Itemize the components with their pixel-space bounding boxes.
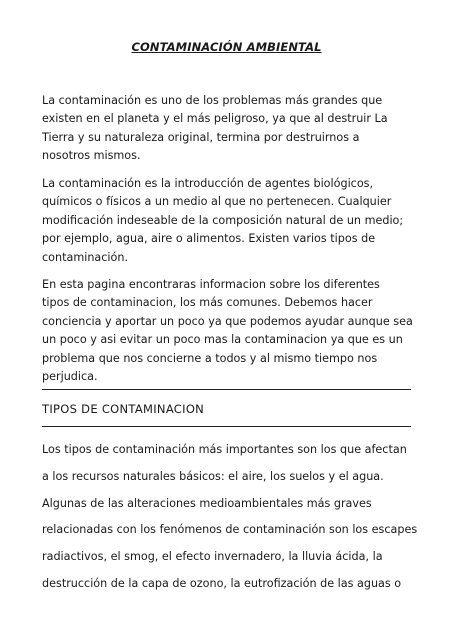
paragraph-line: conciencia y aportar un poco ya que podemos ayudar aunque sea — [42, 314, 413, 328]
purpose-paragraph — [42, 276, 414, 386]
paragraph-line: un poco y asi evitar un poco mas la contaminacion ya que es un — [42, 333, 403, 347]
definition-paragraph — [42, 175, 414, 267]
intro-paragraph — [42, 92, 414, 166]
paragraph-line: químicos o físicos a un medio al que no pertenecen. Cualquier — [42, 195, 392, 209]
types-paragraph — [42, 437, 418, 598]
section-heading: TIPOS DE CONTAMINACION — [42, 402, 205, 416]
paragraph-line: existen en el planeta y el más peligroso, ya que al destruir La — [42, 112, 388, 126]
paragraph-line: perjudica. — [42, 370, 98, 384]
paragraph-line: Los tipos de contaminación más importantes son los que afectan — [42, 443, 407, 456]
paragraph-line: nosotros mismos. — [42, 149, 141, 163]
paragraph-line: a los recursos naturales básicos: el aire, los suelos y el agua. — [42, 469, 384, 483]
paragraph-line: La contaminación es uno de los problemas más grandes que — [42, 94, 383, 107]
paragraph-line: relacionadas con los fenómenos de contaminación son los escapes — [42, 523, 418, 537]
paragraph-line: Algunas de las alteraciones medioambientales más graves — [42, 496, 372, 510]
paragraph-line: problema que nos concierne a todos y al mismo tiempo nos — [42, 351, 378, 365]
horizontal-rule — [42, 389, 411, 390]
paragraph-line: radiactivos, el smog, el efecto invernadero, la lluvia ácida, la — [42, 550, 383, 564]
document-title: CONTAMINACIÓN AMBIENTAL — [131, 40, 322, 54]
paragraph-line: contaminación. — [42, 250, 129, 264]
paragraph-line: La contaminación es la introducción de agentes biológicos, — [42, 177, 374, 190]
paragraph-line: En esta pagina encontraras informacion sobre los diferentes — [42, 278, 380, 291]
paragraph-line: Tierra y su naturaleza original, termina por destruirnos a — [42, 130, 360, 144]
horizontal-rule — [42, 426, 411, 427]
paragraph-line: tipos de contaminacion, los más comunes. Debemos hacer — [42, 296, 373, 310]
paragraph-line: modificación indeseable de la composición natural de un medio; — [42, 213, 404, 227]
paragraph-line: destrucción de la capa de ozono, la eutrofización de las aguas o — [42, 576, 402, 590]
paragraph-line: por ejemplo, agua, aire o alimentos. Existen varios tipos de — [42, 232, 376, 246]
